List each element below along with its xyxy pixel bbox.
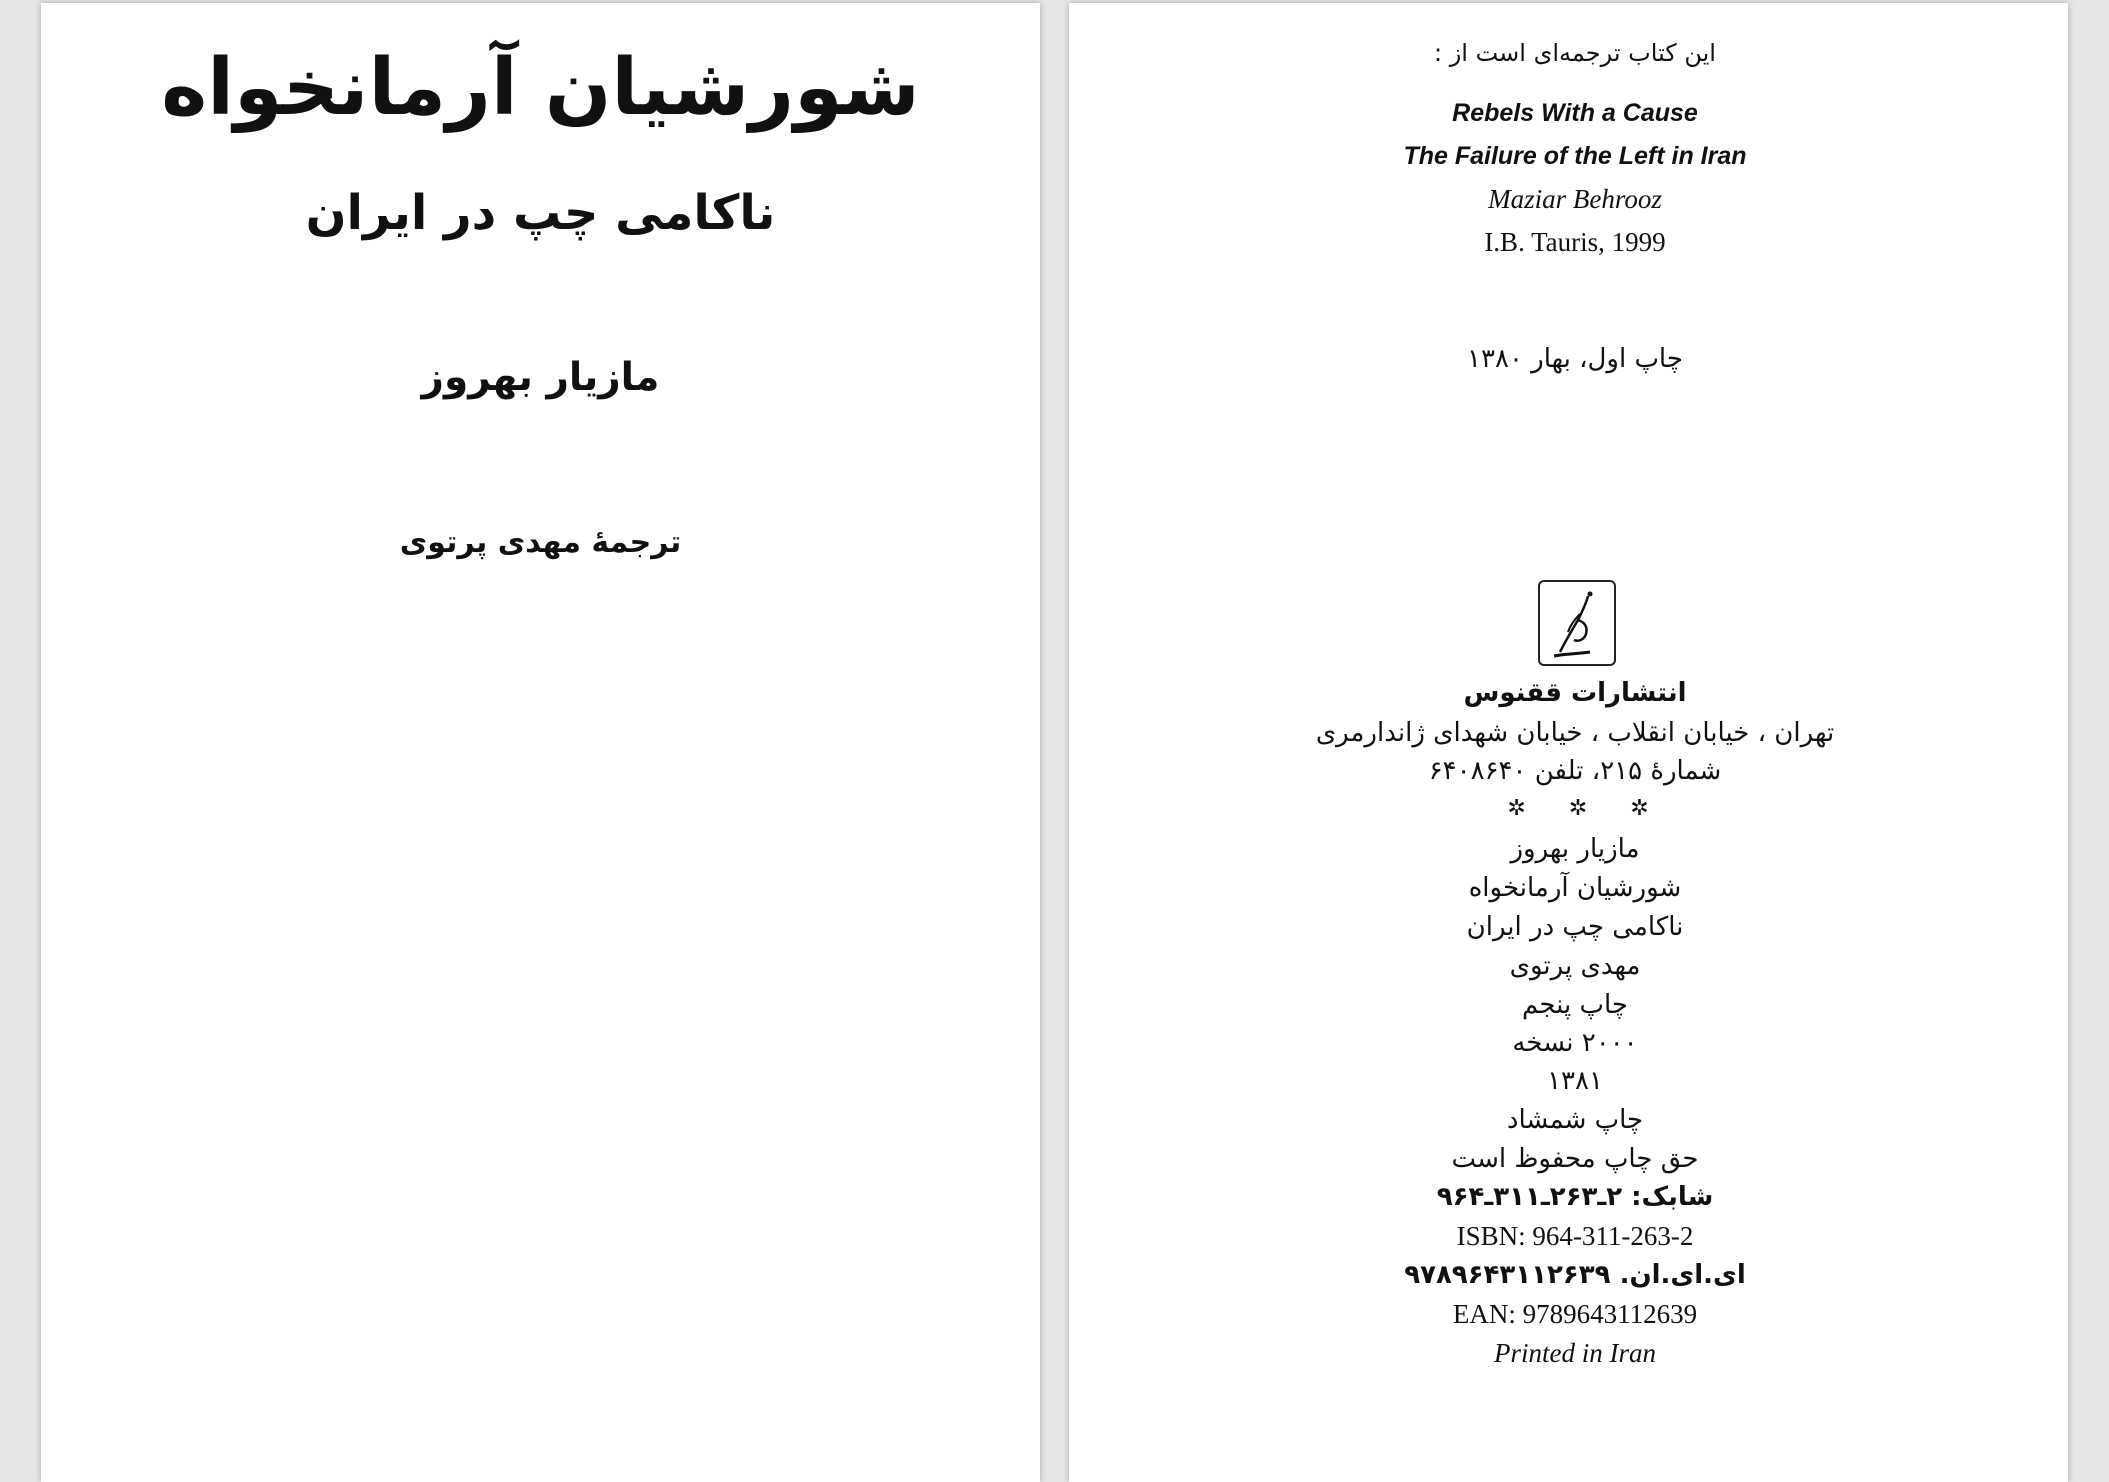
publisher-address-number: شمارهٔ ۲۱۵، تلفن ۶۴۰۸۶۴۰ (1428, 756, 1722, 786)
detail-title: شورشیان آرمانخواه (1468, 873, 1682, 903)
original-author: Maziar Behrooz (1488, 184, 1662, 214)
book-subtitle: ناکامی چپ در ایران (305, 185, 776, 241)
detail-copies: ۲۰۰۰ نسخه (1512, 1028, 1638, 1058)
detail-year: ۱۳۸۱ (1547, 1066, 1603, 1096)
original-title: Rebels With a Cause (1452, 99, 1698, 127)
original-publisher: I.B. Tauris, 1999 (1484, 227, 1666, 257)
book-translator: ترجمهٔ مهدی پرتوی (399, 525, 682, 560)
book-title: شورشیان آرمانخواه (161, 43, 920, 133)
separator-stars: ✲ ✲ ✲ (1507, 796, 1667, 821)
translation-intro: این کتاب ترجمه‌ای است از : (1434, 39, 1716, 67)
shabak-number: شابک: ۲ـ۲۶۳ـ۳۱۱ـ۹۶۴ (1436, 1182, 1714, 1212)
phoenix-logo-icon (1538, 580, 1616, 666)
detail-printer: چاپ شمشاد (1506, 1105, 1644, 1135)
detail-author: مازیار بهروز (1510, 834, 1640, 864)
page-left (41, 3, 1040, 1482)
detail-subtitle: ناکامی چپ در ایران (1466, 912, 1684, 942)
page-right (1069, 3, 2068, 1482)
publisher-name: انتشارات ققنوس (1463, 678, 1687, 708)
detail-edition: چاپ پنجم (1522, 990, 1628, 1020)
detail-translator: مهدی پرتوی (1509, 951, 1641, 981)
ean-number: EAN: 9789643112639 (1452, 1299, 1698, 1329)
isbn-number: ISBN: 964-311-263-2 (1456, 1221, 1694, 1251)
publisher-address: تهران ، خیابان انقلاب ، خیابان شهدای ژاندارمری (1315, 718, 1835, 748)
printed-in: Printed in Iran (1494, 1338, 1656, 1368)
first-edition: چاپ اول، بهار ۱۳۸۰ (1467, 344, 1683, 374)
detail-copyright: حق چاپ محفوظ است (1451, 1144, 1699, 1174)
book-author: مازیار بهروز (421, 355, 660, 400)
ean-number-fa: ای.ای.ان. ۹۷۸۹۶۴۳۱۱۲۶۳۹ (1404, 1260, 1746, 1290)
original-subtitle: The Failure of the Left in Iran (1403, 142, 1747, 170)
